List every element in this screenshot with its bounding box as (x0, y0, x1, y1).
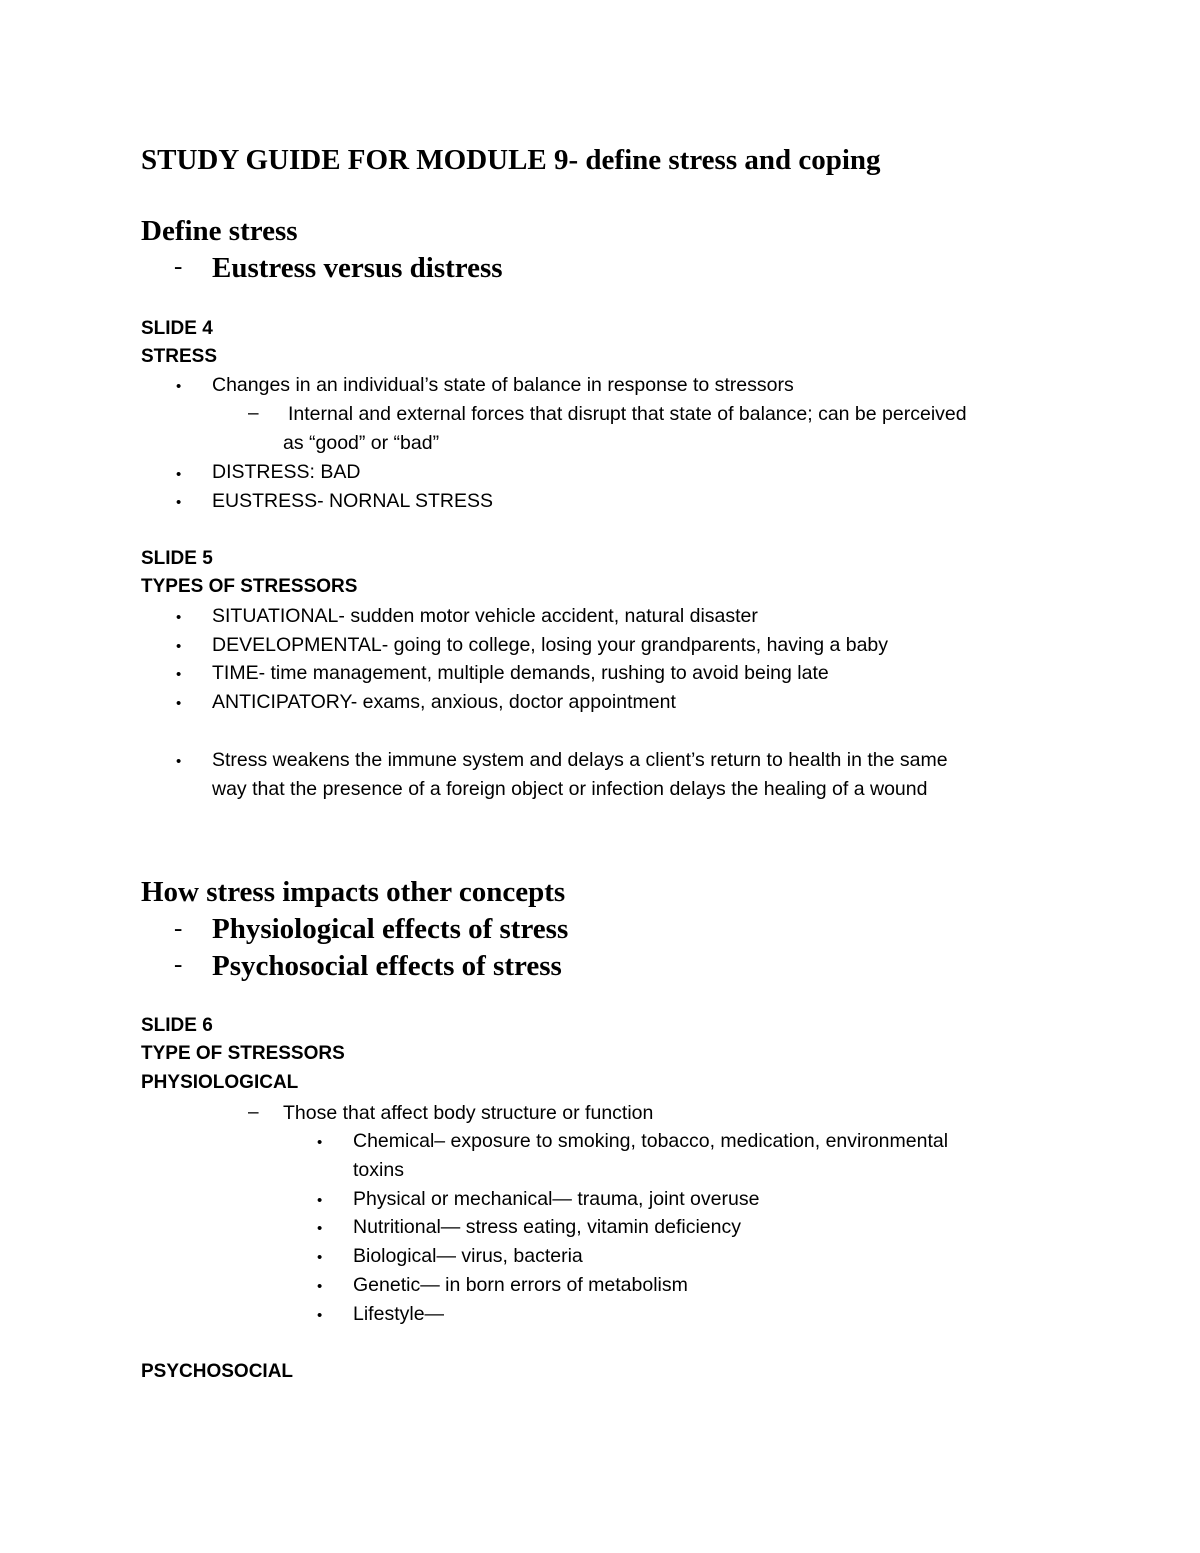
bullet-marker: • (176, 609, 182, 626)
slide-heading: STRESS (141, 346, 218, 367)
section-heading-define-stress: Define stress (141, 215, 298, 247)
list-item-continuation: toxins (353, 1159, 404, 1181)
bullet-marker: • (317, 1192, 323, 1209)
list-item: Internal and external forces that disrupt that state of balance; can be perceived (288, 403, 967, 425)
category-heading: PSYCHOSOCIAL (141, 1361, 294, 1382)
bullet-marker: • (176, 466, 182, 483)
list-item: EUSTRESS- NORNAL STRESS (212, 490, 493, 512)
subheading-psychosocial: Psychosocial effects of stress (212, 950, 562, 982)
list-item: Genetic— in born errors of metabolism (353, 1274, 688, 1296)
list-item: Stress weakens the immune system and delays a client’s return to health in the same (212, 749, 948, 771)
list-item: Biological— virus, bacteria (353, 1245, 583, 1267)
list-item-continuation: as “good” or “bad” (283, 432, 440, 454)
section-heading-impacts: How stress impacts other concepts (141, 876, 566, 908)
slide-label: SLIDE 6 (141, 1015, 213, 1036)
bullet-marker: • (317, 1278, 323, 1295)
category-heading: PHYSIOLOGICAL (141, 1072, 299, 1093)
dash-marker: - (174, 951, 183, 978)
list-item: Physical or mechanical— trauma, joint overuse (353, 1188, 760, 1210)
bullet-marker: • (317, 1249, 323, 1266)
list-item: Those that affect body structure or function (283, 1102, 654, 1124)
list-item: ANTICIPATORY- exams, anxious, doctor appointment (212, 691, 676, 713)
bullet-marker: • (176, 695, 182, 712)
bullet-marker: • (317, 1134, 323, 1151)
list-item-continuation: way that the presence of a foreign object or infection delays the healing of a wound (212, 778, 928, 800)
bullet-marker: • (176, 494, 182, 511)
slide-label: SLIDE 4 (141, 318, 213, 339)
bullet-marker: • (176, 378, 182, 395)
dash-marker: - (174, 915, 183, 942)
slide-heading: TYPES OF STRESSORS (141, 576, 358, 597)
bullet-marker: • (176, 666, 182, 683)
dash-marker: – (248, 1102, 259, 1123)
slide-heading: TYPE OF STRESSORS (141, 1043, 345, 1064)
bullet-marker: • (176, 753, 182, 770)
list-item: DEVELOPMENTAL- going to college, losing your grandparents, having a baby (212, 634, 889, 656)
page-title: STUDY GUIDE FOR MODULE 9- define stress and coping (141, 144, 881, 176)
subheading-physiological: Physiological effects of stress (212, 913, 569, 945)
bullet-marker: • (317, 1307, 323, 1324)
list-item: Chemical– exposure to smoking, tobacco, medication, environmental (353, 1130, 949, 1152)
list-item: TIME- time management, multiple demands, rushing to avoid being late (212, 662, 829, 684)
list-item: Nutritional— stress eating, vitamin deficiency (353, 1216, 741, 1238)
slide-label: SLIDE 5 (141, 548, 213, 569)
list-item: SITUATIONAL- sudden motor vehicle accident, natural disaster (212, 605, 758, 627)
dash-marker: – (248, 403, 259, 424)
dash-marker: - (174, 253, 183, 280)
list-item: Changes in an individual’s state of balance in response to stressors (212, 374, 794, 396)
subheading-eustress: Eustress versus distress (212, 252, 503, 284)
bullet-marker: • (176, 638, 182, 655)
list-item: DISTRESS: BAD (212, 461, 361, 483)
bullet-marker: • (317, 1220, 323, 1237)
list-item: Lifestyle— (353, 1303, 445, 1325)
